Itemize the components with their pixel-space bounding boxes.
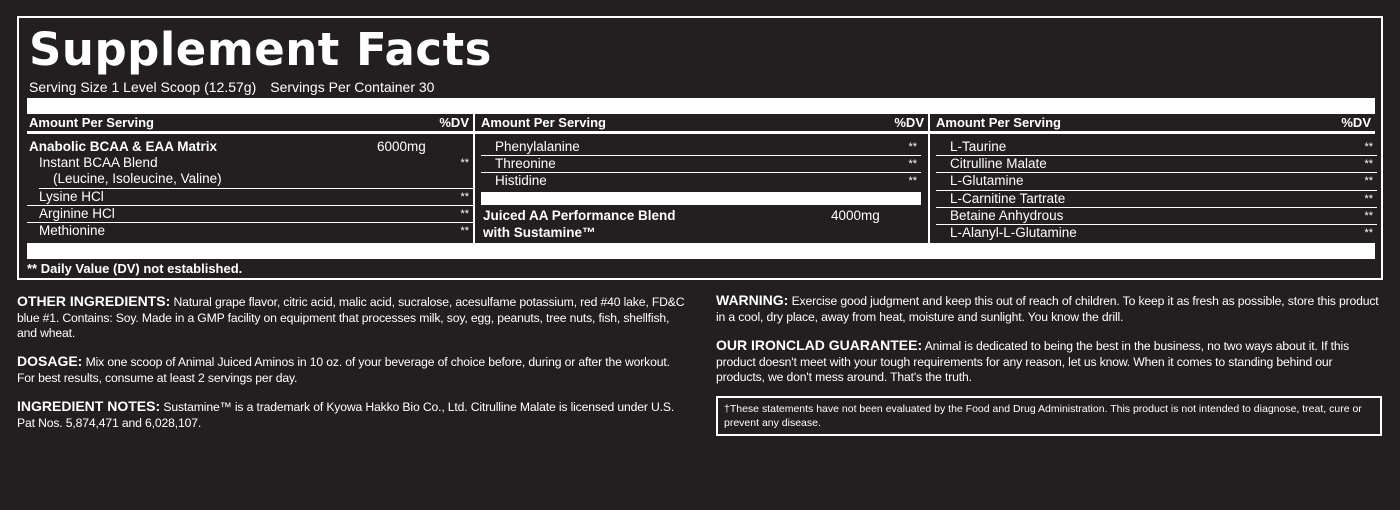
facts-title: Supplement Facts [29, 23, 492, 76]
ingredient-dv: ** [1364, 227, 1373, 239]
ingredient-dv: ** [460, 191, 469, 203]
ingredient-row [936, 208, 1377, 225]
guarantee-block [716, 338, 1384, 386]
ingredient-name: Arginine HCl [39, 206, 115, 221]
dv-footnote: ** Daily Value (DV) not established. [27, 261, 243, 276]
ingredient-row [27, 189, 473, 206]
other-ingredients-text: Natural grape flavor, citric acid, malic acid, sucralose, acesulfame potassium, red #40 lake, FD&C blue #1. Contains: Soy. Made in a GMP facility on equipment that processes milk, soy, egg, peanuts, tree nuts, fish, shellfish, and wheat. [17, 295, 685, 340]
column-header [930, 114, 1375, 134]
ingredient-dv: ** [908, 141, 917, 153]
ingredient-row [481, 173, 921, 190]
column-header [475, 114, 928, 134]
ingredient-row [481, 139, 921, 156]
other-ingredients-label: OTHER INGREDIENTS: [17, 293, 171, 309]
ingredient-row [936, 156, 1377, 173]
ingredient-notes-label: INGREDIENT NOTES: [17, 398, 161, 414]
top-divider-bar [27, 98, 1375, 114]
ingredient-dv: ** [460, 208, 469, 220]
ingredient-row [936, 191, 1377, 208]
ingredient-name: Methionine [39, 223, 106, 238]
dv-header: %DV [439, 115, 469, 130]
dosage-text: Mix one scoop of Animal Juiced Aminos in 10 oz. of your beverage of choice before, during or after the workout. For best results, consume at least 2 servings per day. [17, 355, 670, 385]
nutrient-column-1 [27, 114, 473, 243]
ingredient-name: Phenylalanine [495, 139, 580, 154]
ingredient-dv: ** [908, 175, 917, 187]
bcaa-blend-row [39, 155, 473, 189]
dv-header: %DV [1341, 115, 1371, 130]
ingredient-name: L-Glutamine [950, 173, 1024, 188]
ingredient-name: L-Alanyl-L-Glutamine [950, 225, 1077, 240]
fda-disclaimer: †These statements have not been evaluated by the Food and Drug Administration. This product is not intended to diagnose, treat, cure or prevent any disease. [716, 396, 1382, 436]
nutrient-column-3 [928, 114, 1375, 243]
warning-block [716, 293, 1384, 325]
blend-row [483, 207, 903, 241]
ingredient-name: Lysine HCl [39, 189, 104, 204]
column-header [27, 114, 473, 134]
dv-header: %DV [894, 115, 924, 130]
amount-per-serving-header: Amount Per Serving [29, 115, 154, 130]
ingredient-dv: ** [460, 225, 469, 237]
nutrient-columns [27, 114, 1375, 243]
blend-name: Anabolic BCAA & EAA Matrix [29, 139, 218, 154]
warning-text: Exercise good judgment and keep this out of reach of children. To keep it as fresh as possible, store this product in a cool, dry place, away from heat, moisture and sunlight. You know the drill. [716, 294, 1379, 324]
serving-size: Serving Size 1 Level Scoop (12.57g) [29, 79, 257, 95]
blend-amount: 6000mg [377, 139, 426, 154]
blend-name-line2: with Sustamine™ [483, 225, 596, 240]
bcaa-blend-detail: (Leucine, Isoleucine, Valine) [53, 171, 222, 186]
serving-info [29, 79, 434, 95]
ingredient-name: L-Carnitine Tartrate [950, 191, 1066, 206]
ingredient-notes-text: Sustamine™ is a trademark of Kyowa Hakko Bio Co., Ltd. Citrulline Malate is licensed under U.S. Pat Nos. 5,874,471 and 6,028,107. [17, 400, 675, 430]
ingredient-dv: ** [1364, 193, 1373, 205]
ingredient-dv: ** [908, 158, 917, 170]
amount-per-serving-header: Amount Per Serving [481, 115, 606, 130]
nutrient-column-2 [473, 114, 928, 243]
ingredient-dv: ** [1364, 175, 1373, 187]
ingredient-name: Betaine Anhydrous [950, 208, 1064, 223]
ingredient-row [27, 206, 473, 223]
servings-per-container: Servings Per Container 30 [270, 79, 435, 95]
other-ingredients-block [17, 294, 685, 342]
bcaa-blend-dv: ** [460, 157, 469, 169]
ingredient-dv: ** [1364, 210, 1373, 222]
ingredient-dv: ** [1364, 158, 1373, 170]
ingredient-dv: ** [1364, 141, 1373, 153]
bottom-divider-bar [27, 243, 1375, 259]
ingredient-row [481, 156, 921, 173]
supplement-facts-panel [17, 16, 1383, 280]
ingredient-row [27, 223, 473, 240]
dosage-label: DOSAGE: [17, 353, 83, 369]
ingredient-name: Citrulline Malate [950, 156, 1047, 171]
blend-amount: 4000mg [831, 208, 880, 223]
ingredient-row [936, 139, 1377, 156]
ingredient-name: L-Taurine [950, 139, 1007, 154]
amount-per-serving-header: Amount Per Serving [936, 115, 1061, 130]
guarantee-text: Animal is dedicated to being the best in the business, no two ways about it. If this product doesn't meet with your tough requirements for any reason, let us know. When it comes to standing behind our products, we don't mess around. That's the truth. [716, 339, 1350, 384]
ingredient-name: Histidine [495, 173, 547, 188]
ingredient-row [936, 225, 1377, 242]
guarantee-label: OUR IRONCLAD GUARANTEE: [716, 337, 923, 353]
section-divider-bar [481, 192, 921, 205]
warning-label: WARNING: [716, 292, 789, 308]
dosage-block [17, 354, 685, 386]
blend-name-line1: Juiced AA Performance Blend [483, 208, 676, 223]
bcaa-blend-name: Instant BCAA Blend [39, 155, 158, 170]
ingredient-row [936, 173, 1377, 191]
ingredient-notes-block [17, 399, 685, 431]
blend-row [29, 139, 459, 155]
ingredient-name: Threonine [495, 156, 556, 171]
